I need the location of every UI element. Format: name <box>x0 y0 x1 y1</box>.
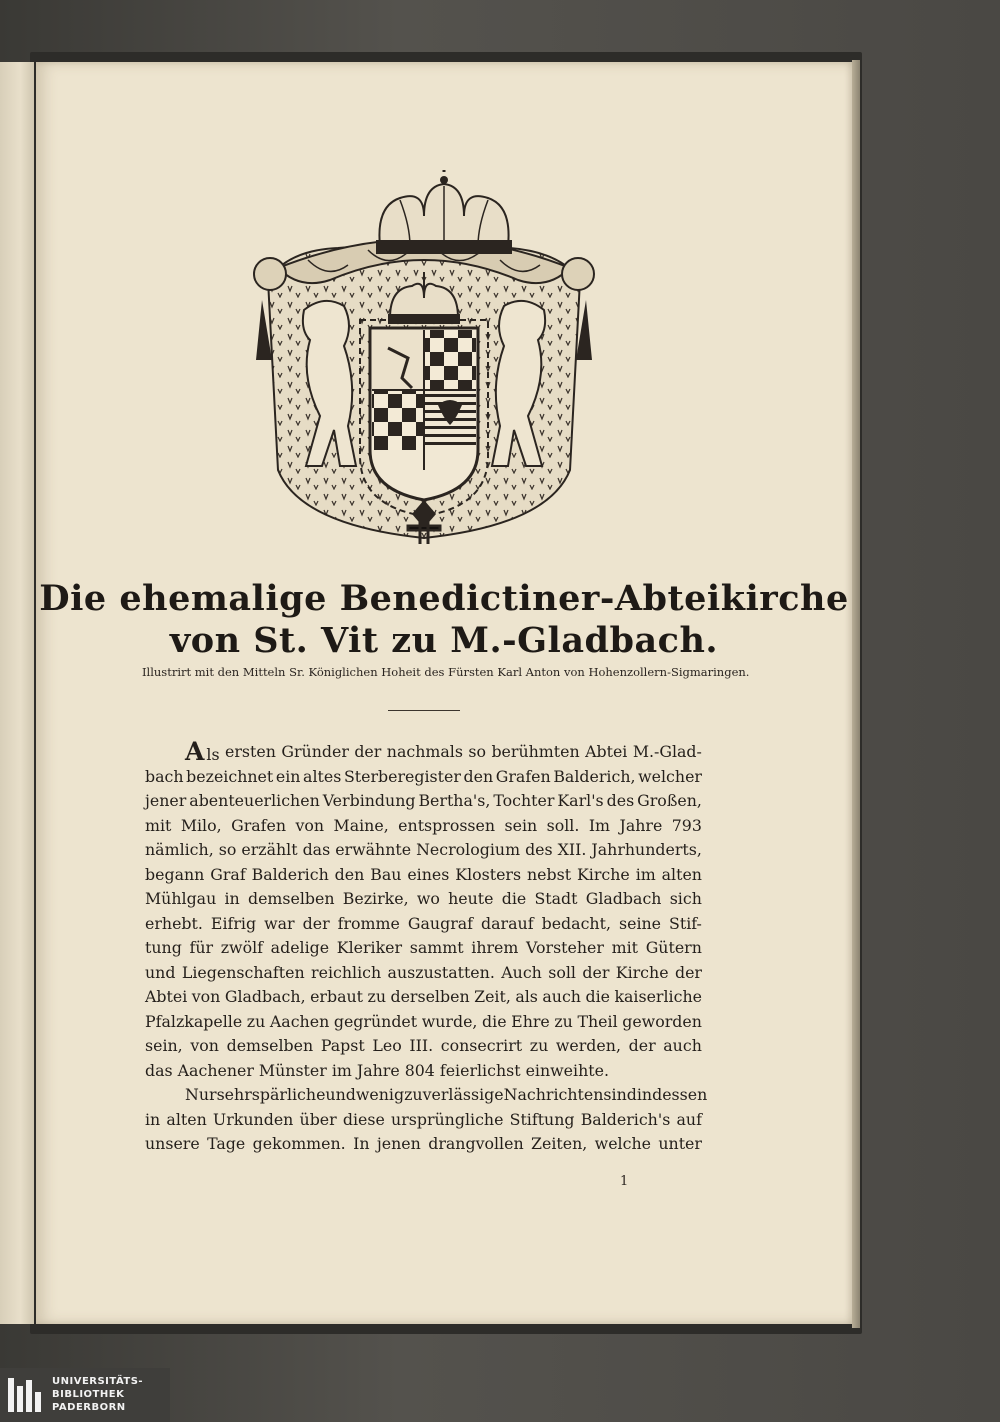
title-divider <box>388 710 460 711</box>
word: Aachener <box>177 1060 254 1080</box>
word: Milo, <box>180 815 222 835</box>
word: reichlich <box>311 962 382 982</box>
paragraph-1-line <box>145 936 702 961</box>
word: von <box>190 1036 219 1055</box>
word: Mühlgau <box>145 889 217 908</box>
word: wenig <box>355 1085 405 1104</box>
word: erwähnte <box>335 840 412 859</box>
word: M.-Glad- <box>632 742 702 761</box>
paragraph-1-line <box>145 838 702 863</box>
word: zu <box>529 1036 549 1055</box>
word: sind <box>603 1085 637 1104</box>
word: in <box>145 1109 161 1129</box>
word: Zeiten, <box>531 1134 588 1153</box>
word: auf <box>676 1109 702 1129</box>
word: wurde, <box>421 1011 478 1031</box>
word: Eifrig <box>210 913 257 933</box>
word: diese <box>342 1109 385 1129</box>
word: sein, <box>145 1036 183 1055</box>
word: Tage <box>207 1134 246 1153</box>
paragraph-2-line <box>145 1132 702 1157</box>
word: feierlichst <box>439 1060 521 1080</box>
word: das <box>302 840 331 859</box>
word: Aachen <box>269 1011 330 1031</box>
logo-line-3: PADERBORN <box>52 1402 126 1413</box>
word: indessen <box>636 1085 708 1104</box>
word: Necrologium <box>416 840 521 859</box>
word: bach <box>145 766 184 786</box>
word: der <box>582 962 610 982</box>
page-number: 1 <box>620 1174 629 1189</box>
word: gekommen. <box>252 1134 346 1153</box>
word: ursprüngliche <box>391 1109 504 1129</box>
word: der <box>354 742 382 761</box>
word: zuverlässige <box>404 1085 504 1104</box>
coat-of-arms-icon <box>248 170 600 555</box>
word: Im <box>588 815 611 835</box>
word: wo <box>416 889 440 908</box>
word: einweihte. <box>525 1060 609 1080</box>
word: heute <box>448 889 494 908</box>
paragraph-1-line <box>145 765 702 790</box>
word: Balderich, <box>553 766 636 786</box>
page-title-line-1: Die ehemalige Benedictiner-Abteikirche <box>39 578 849 619</box>
word: die <box>482 1011 507 1031</box>
word: Stif- <box>669 913 702 933</box>
word: im <box>331 1060 352 1080</box>
word: in <box>224 889 240 908</box>
word: unter <box>658 1134 702 1153</box>
body-text <box>145 737 708 1157</box>
word: zu <box>246 1011 266 1031</box>
word: sein <box>504 815 538 835</box>
word: Nur <box>185 1085 217 1104</box>
word: Klosters <box>455 864 522 884</box>
word: zu <box>367 987 386 1006</box>
paragraph-1-line <box>145 912 702 937</box>
word: Papst <box>320 1036 365 1055</box>
word: Balderich <box>251 864 329 884</box>
word: im <box>635 864 656 884</box>
word: den <box>463 766 494 786</box>
word: Stiftung <box>509 1109 575 1129</box>
word: alten <box>166 1109 207 1129</box>
word: Maine, <box>333 815 389 835</box>
word: Ehre <box>511 1011 550 1031</box>
word: des <box>606 791 635 810</box>
paragraph-2-line <box>145 1083 708 1108</box>
left-page-edge <box>0 62 34 1324</box>
word: soll. <box>546 815 580 835</box>
word: auch <box>542 987 581 1006</box>
word: das <box>145 1060 173 1080</box>
word: welcher <box>638 766 702 786</box>
word: zu <box>554 1011 573 1031</box>
word: Liegenschaften <box>181 962 305 982</box>
word: erzählt <box>241 840 298 859</box>
word: kaiserliche <box>614 987 702 1006</box>
word: für <box>189 938 214 957</box>
paragraph-1-line <box>145 1010 702 1035</box>
word: abenteuerlichen <box>189 791 320 810</box>
word: soll <box>548 962 576 982</box>
word: der <box>674 962 702 982</box>
word: III. <box>409 1036 434 1055</box>
word: der <box>628 1036 656 1055</box>
word: über <box>299 1109 337 1129</box>
word: ein <box>275 766 301 786</box>
word: Grafen <box>495 766 551 786</box>
word: ersten <box>225 742 276 761</box>
word: Tochter <box>493 791 555 810</box>
subtitle: Illustrirt mit den Mitteln Sr. Königlichen Hoheit des Fürsten Karl Anton von Hohenzollern-Sigmaringen. <box>142 665 750 679</box>
word: Münster <box>258 1060 327 1080</box>
word: Nachrichten <box>503 1085 604 1104</box>
word: entsprossen <box>398 815 496 835</box>
library-logo-mark-icon <box>6 1376 44 1414</box>
word: drangvollen <box>428 1134 524 1153</box>
word: mit <box>611 938 639 957</box>
word: demselben <box>226 1036 314 1055</box>
word: altes <box>303 766 342 786</box>
word: Kirche <box>615 962 669 982</box>
page-stack-edge <box>852 60 860 1328</box>
word: welche <box>594 1134 651 1153</box>
word: sehr <box>216 1085 252 1104</box>
word: nämlich, <box>145 840 214 859</box>
word: sich <box>669 889 702 908</box>
word: zwölf <box>220 938 263 957</box>
word: In <box>353 1134 370 1153</box>
word: auszustatten. <box>387 962 495 982</box>
word: auch <box>663 1036 702 1055</box>
word: alten <box>661 864 702 884</box>
word: gegründet <box>333 1011 418 1031</box>
word: so <box>468 742 486 761</box>
paragraph-1-line <box>145 814 702 839</box>
word: ihrem <box>471 938 519 957</box>
word: unsere <box>145 1134 200 1153</box>
word: tung <box>145 938 182 957</box>
word: Bezirke, <box>342 889 409 908</box>
word: Gaugraf <box>407 913 474 933</box>
drop-cap: A <box>185 737 205 766</box>
paragraph-1-line <box>145 1034 702 1059</box>
word: Bertha's, <box>418 791 491 810</box>
word: und <box>325 1085 356 1104</box>
word: von <box>295 815 325 835</box>
word: und <box>145 962 176 982</box>
library-logo <box>0 1368 170 1422</box>
word: Jahre <box>619 815 663 835</box>
word: eines <box>407 864 450 884</box>
word: Jahrhunderts, <box>591 840 702 859</box>
word: Kleriker <box>336 938 403 957</box>
word: Gründer <box>281 742 349 761</box>
word: begann <box>145 864 205 884</box>
word: geworden <box>622 1011 702 1031</box>
word: fromme <box>337 913 400 933</box>
word: Abtei <box>585 742 628 761</box>
word: consecrirt <box>440 1036 523 1055</box>
word: seine <box>618 913 662 933</box>
word: Jahre <box>356 1060 400 1080</box>
paragraph-1-line <box>145 737 702 766</box>
word: des <box>525 840 553 859</box>
word: Zeit, <box>474 987 511 1006</box>
word: adelige <box>270 938 330 957</box>
word: erbaut <box>310 987 364 1006</box>
word: Vorsteher <box>526 938 604 957</box>
word: Auch <box>501 962 542 982</box>
word: 793 <box>671 815 702 835</box>
word: die <box>585 987 610 1006</box>
word: Urkunden <box>212 1109 294 1129</box>
word: war <box>264 913 295 933</box>
paragraph-1-line <box>145 863 702 888</box>
word: berühmten <box>491 742 580 761</box>
word: Bau <box>370 864 402 884</box>
word: bedacht, <box>541 913 611 933</box>
logo-line-2: BIBLIOTHEK <box>52 1389 125 1400</box>
word: Großen, <box>637 791 702 810</box>
word: XII. <box>557 840 587 859</box>
word: 804 <box>404 1060 435 1080</box>
word: jenen <box>376 1134 421 1153</box>
word: demselben <box>247 889 335 908</box>
word: Sterberegister <box>343 766 461 786</box>
word: Karl's <box>557 791 604 810</box>
paragraph-2-line <box>145 1108 702 1133</box>
word: der <box>302 913 330 933</box>
word: spärliche <box>251 1085 326 1104</box>
paragraph-1-line <box>145 961 702 986</box>
word: Verbindung <box>322 791 416 810</box>
logo-line-1: UNIVERSITÄTS- <box>52 1376 144 1387</box>
word: als <box>515 987 538 1006</box>
word: Stadt <box>534 889 578 908</box>
word: Als <box>185 737 220 766</box>
word: von <box>191 987 221 1006</box>
word: den <box>334 864 365 884</box>
word: Theil <box>577 1011 618 1031</box>
word: Grafen <box>231 815 287 835</box>
page-title-line-2: von St. Vit zu M.-Gladbach. <box>169 620 719 661</box>
word: Gladbach, <box>224 987 306 1006</box>
word: Abtei <box>145 987 188 1006</box>
paragraph-1-line <box>145 789 702 814</box>
word: darauf <box>481 913 534 933</box>
word: jener <box>145 791 187 810</box>
word: mit <box>145 815 172 835</box>
word: die <box>501 889 527 908</box>
word: erhebt. <box>145 913 203 933</box>
word: Graf <box>210 864 246 884</box>
paragraph-1-line <box>145 985 702 1010</box>
word: derselben <box>390 987 470 1006</box>
paragraph-1-line <box>145 887 702 912</box>
word: nebst <box>527 864 572 884</box>
word: Pfalzkapelle <box>145 1011 243 1031</box>
word: so <box>218 840 237 859</box>
word: bezeichnet <box>186 766 274 786</box>
word: nachmals <box>386 742 463 761</box>
word: Kirche <box>577 864 630 884</box>
library-logo-text <box>52 1375 143 1414</box>
word: Balderich's <box>580 1109 671 1129</box>
word: Gütern <box>645 938 702 957</box>
word: Leo <box>372 1036 402 1055</box>
paragraph-1-line <box>145 1059 702 1084</box>
word: Gladbach <box>585 889 662 908</box>
word: sammt <box>409 938 464 957</box>
word: werden, <box>555 1036 621 1055</box>
